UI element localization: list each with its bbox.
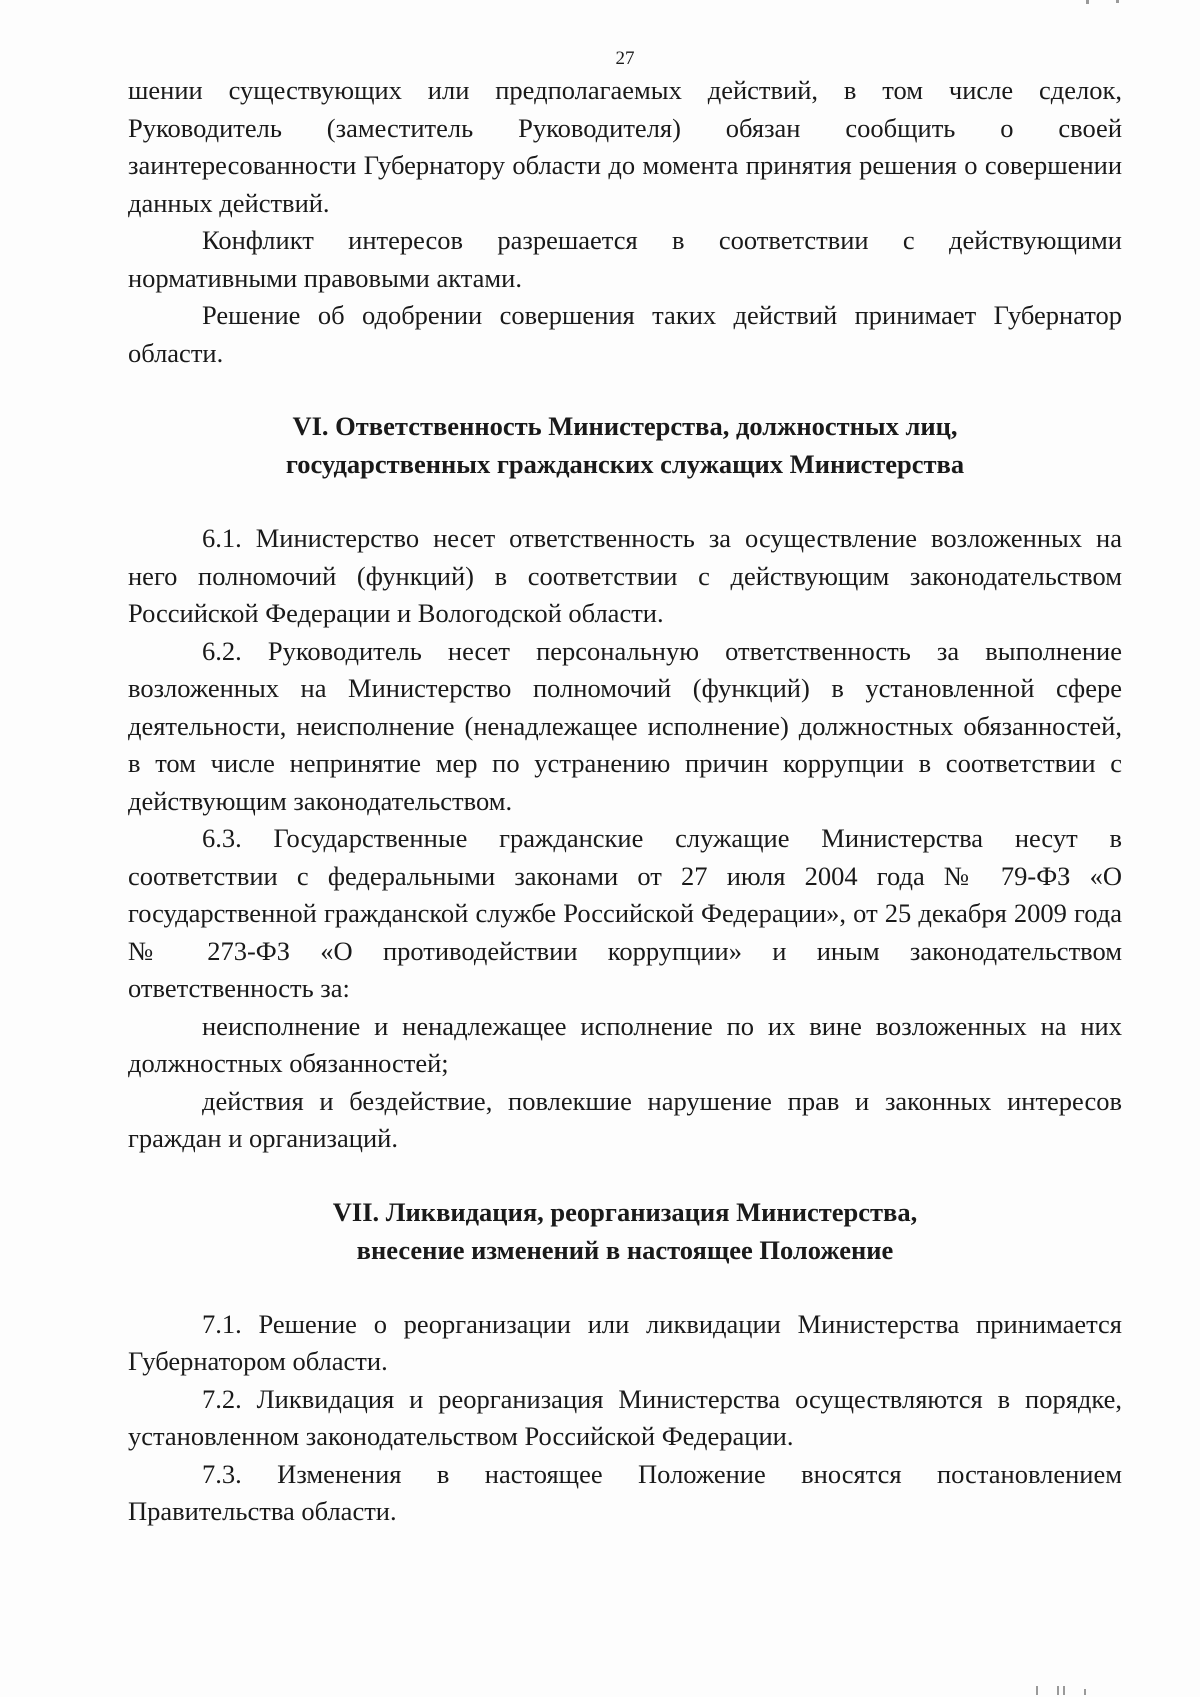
section-6-heading-line-2: государственных гражданских служащих Министерства	[285, 449, 965, 479]
page-number: 27	[615, 48, 635, 69]
intro-paragraph-3: Решение об одобрении совершения таких действий принимает Губернатор области.	[128, 300, 1122, 368]
section-7-heading-line-1: VII. Ликвидация, реорганизация Министерства,	[332, 1196, 918, 1227]
section-6-heading-line-1: VI. Ответственность Министерства, должностных лиц,	[292, 411, 958, 441]
scan-speck	[1086, 0, 1089, 4]
document-body	[128, 72, 1122, 1531]
section-6-heading	[128, 407, 1122, 483]
spacer	[128, 372, 1122, 407]
spacer	[128, 1269, 1122, 1306]
clause-6-2: 6.2. Руководитель несет персональную ответственность за выполнение возложенных на Министерство полномочий (функций) в установленной сфере деятельности, неисполнение (ненадлежащее исполнение) должностных обязанностей, в том числе непринятие мер по устранению причин коррупции в соответствии с действующим законодательством.	[128, 635, 1122, 816]
clause-6-3-item-2: действия и бездействие, повлекшие нарушение прав и законных интересов граждан и организаций.	[128, 1085, 1122, 1153]
clause-6-1: 6.1. Министерство несет ответственность за осуществление возложенных на него полномочий (функций) в соответствии с действующим законодательством Российской Федерации и Вологодской области.	[128, 523, 1122, 628]
clause-7-1: 7.1. Решение о реорганизации или ликвидации Министерства принимается Губернатором области.	[128, 1308, 1122, 1376]
clause-6-3: 6.3. Государственные гражданские служащие Министерства несут в соответствии с федеральными законами от 27 июля 2004 года № 79-ФЗ «О государственной гражданской службе Российской Федерации», от 25 декабря 2009 года № 273-ФЗ «О противодействии коррупции» и иным законодательством ответственность за:	[128, 823, 1122, 1003]
intro-paragraph-1: шении существующих или предполагаемых действий, в том числе сделок, Руководитель (заместитель Руководителя) обязан сообщить о своей заинтересованности Губернатору области до момента принятия решения о совершении данных действий.	[128, 75, 1122, 218]
scan-speck	[1036, 1686, 1038, 1695]
scan-speck	[1063, 1686, 1065, 1695]
scan-speck	[1116, 0, 1119, 3]
clause-7-2: 7.2. Ликвидация и реорганизация Министерства осуществляются в порядке, установленном законодательством Российской Федерации.	[128, 1383, 1122, 1451]
scan-speck	[1057, 1686, 1059, 1695]
clause-7-3: 7.3. Изменения в настоящее Положение вносятся постановлением Правительства области.	[128, 1458, 1122, 1526]
section-7-heading-line-2: внесение изменений в настоящее Положение	[356, 1234, 894, 1265]
spacer	[128, 483, 1122, 520]
scan-speck	[1084, 1689, 1086, 1695]
section-7-heading	[128, 1193, 1122, 1269]
clause-6-3-item-1: неисполнение и ненадлежащее исполнение по их вине возложенных на них должностных обязанностей;	[128, 1010, 1122, 1078]
spacer	[128, 1158, 1122, 1193]
intro-paragraph-2: Конфликт интересов разрешается в соответствии с действующими нормативными правовыми актами.	[128, 225, 1122, 293]
